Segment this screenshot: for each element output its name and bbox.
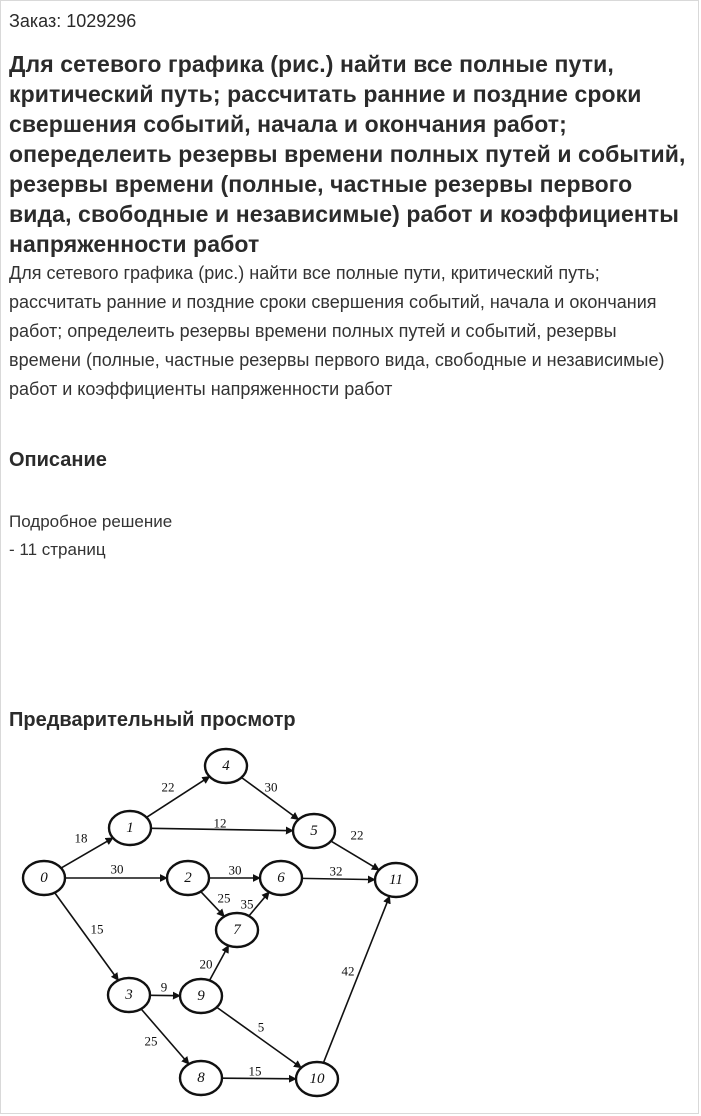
edge-label-10-11: 42 [341, 963, 355, 979]
event-node-label: 0 [40, 870, 48, 886]
order-number: Заказ: 1029296 [9, 11, 137, 31]
event-node-5 [293, 814, 335, 848]
edge-label-3-8: 25 [144, 1033, 158, 1049]
preview-heading: Предварительный просмотр [9, 709, 296, 731]
edge-label-7-6: 35 [240, 896, 254, 912]
event-node-6 [260, 861, 302, 895]
edge-label-9-10: 5 [257, 1019, 265, 1035]
edge-10-11 [323, 896, 389, 1063]
edge-label-5-11: 22 [350, 827, 364, 843]
edge-1-4 [146, 777, 209, 818]
edge-label-0-1: 18 [74, 830, 88, 846]
network-diagram [0, 735, 701, 1115]
edge-label-2-7: 25 [217, 890, 231, 906]
event-node-9 [180, 979, 222, 1013]
edge-6-11 [302, 878, 375, 879]
edge-label-0-2: 30 [110, 861, 124, 877]
event-node-label: 1 [126, 820, 134, 836]
edge-label-2-6: 30 [228, 862, 242, 878]
event-node-label: 6 [277, 870, 285, 886]
event-node-label: 2 [184, 870, 192, 886]
event-node-label: 7 [233, 922, 241, 938]
event-node-label: 4 [222, 758, 230, 774]
edge-0-3 [55, 893, 119, 981]
edge-label-8-10: 15 [248, 1063, 262, 1079]
page-title: Для сетевого графика (рис.) найти все полные пути, критический путь; рассчитать ранние и поздние сроки свершения событий, начала и окончания работ; опеределеить резервы времени полных путей и событий, резервы времени (полные, частные резервы первого вида, свободные и независимые) работ и коэффициенты напряженности работ [9, 51, 686, 257]
event-node-4 [205, 749, 247, 783]
event-node-2 [167, 861, 209, 895]
event-node-11 [375, 863, 417, 897]
edge-label-1-5: 12 [213, 815, 227, 831]
event-node-7 [216, 913, 258, 947]
edge-label-1-4: 22 [161, 779, 175, 795]
event-node-label: 3 [125, 987, 133, 1003]
event-node-label: 11 [389, 872, 403, 888]
edge-label-6-11: 32 [329, 863, 343, 879]
edge-label-9-7: 20 [199, 956, 213, 972]
description-line: Подробное решение [9, 512, 173, 531]
page-count: - 11 страниц [9, 540, 106, 559]
event-node-10 [296, 1062, 338, 1096]
event-node-0 [23, 861, 65, 895]
event-node-label: 8 [197, 1070, 205, 1086]
event-node-3 [108, 978, 150, 1012]
edge-9-10 [217, 1007, 302, 1067]
event-node-label: 10 [309, 1071, 325, 1087]
event-node-8 [180, 1061, 222, 1095]
event-node-label: 9 [197, 988, 205, 1004]
task-text: Для сетевого графика (рис.) найти все полные пути, критический путь; рассчитать ранние и поздние сроки свершения событий, начала и окончания работ; определеить резервы времени полных путей и событий, резервы времени (полные, частные резервы первого вида, свободные и независимые) работ и коэффициенты напряженности работ [9, 263, 665, 399]
edge-label-4-5: 30 [264, 779, 278, 795]
edge-label-3-9: 9 [160, 979, 168, 995]
description-heading: Описание [9, 449, 107, 471]
event-node-1 [109, 811, 151, 845]
edge-label-0-3: 15 [90, 921, 104, 937]
event-node-label: 5 [310, 823, 318, 839]
